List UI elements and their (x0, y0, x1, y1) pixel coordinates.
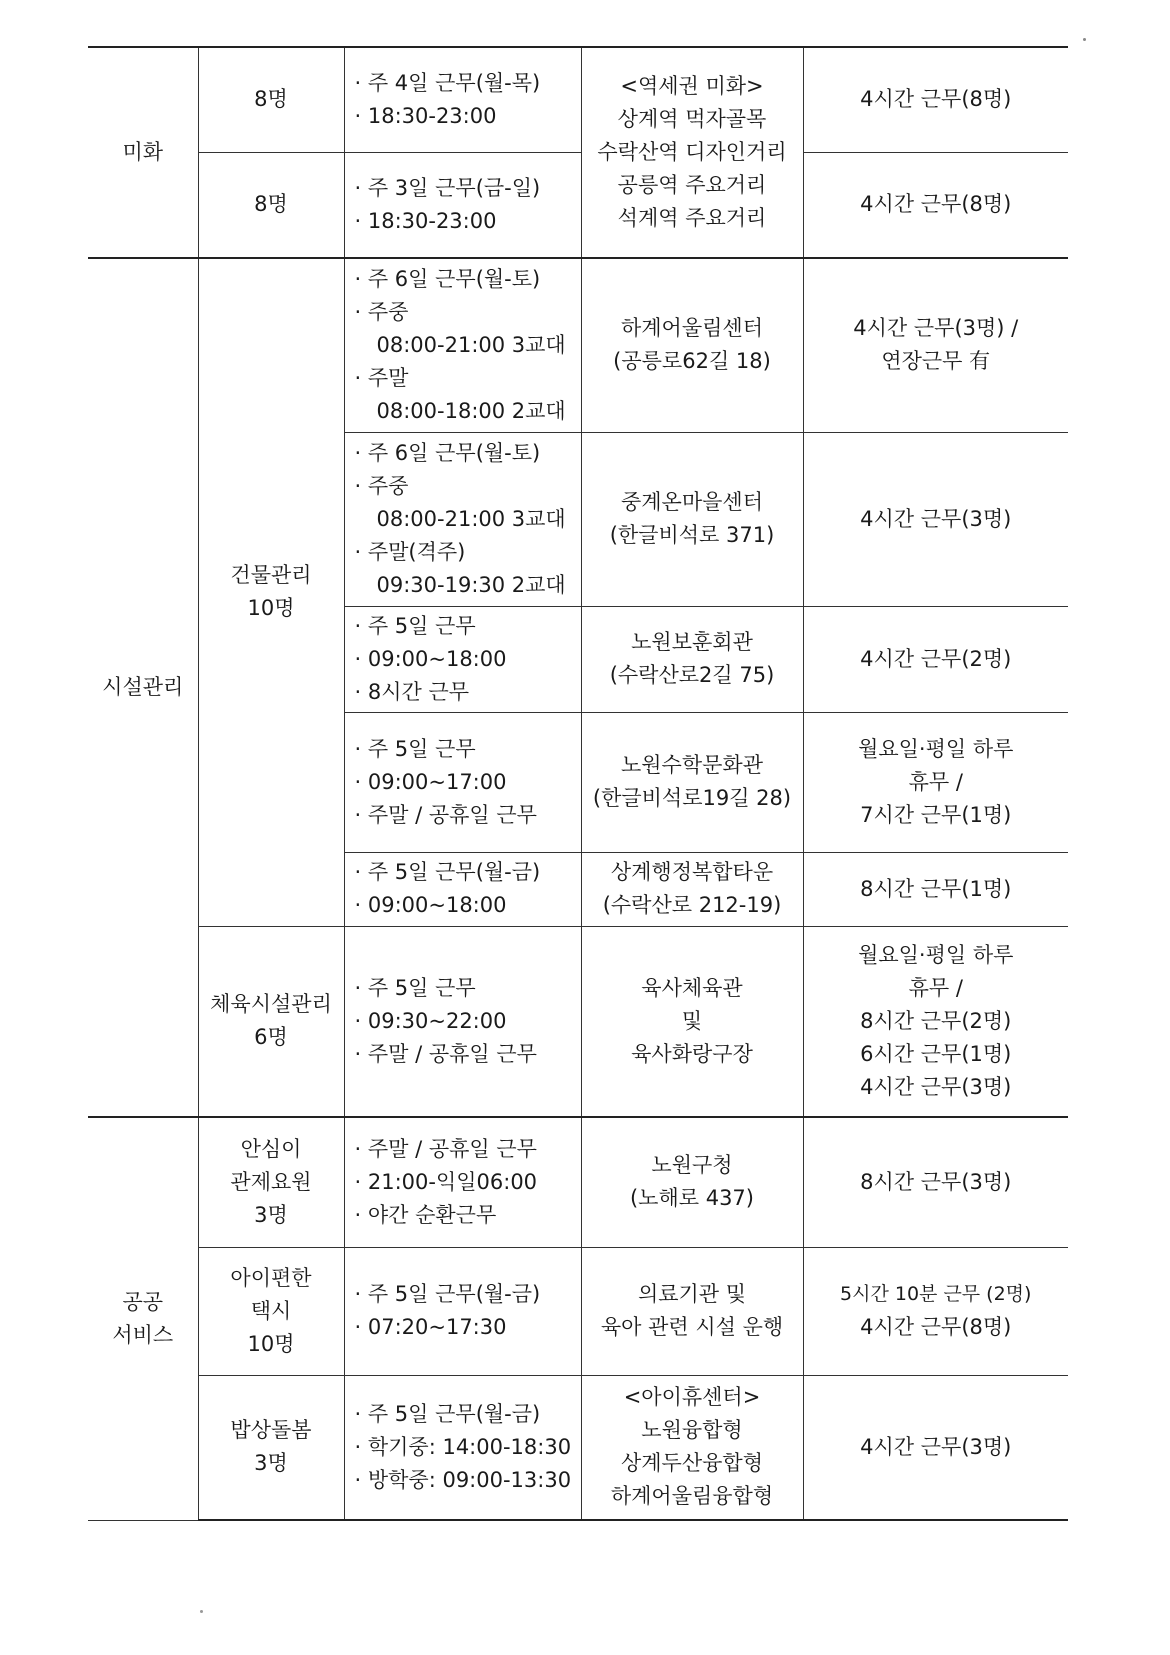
schedule-cell: · 주 5일 근무 · 09:00~18:00 · 8시간 근무 (344, 606, 581, 712)
location-cell: 중계온마을센터 (한글비석로 371) (581, 432, 803, 606)
table-row (88, 1117, 1068, 1247)
location-cell: 노원구청 (노해로 437) (581, 1117, 803, 1247)
table-row (88, 258, 1068, 432)
schedule-cell: · 주 5일 근무(월-금) · 학기중: 14:00-18:30 · 방학중: 09:00-13:30 (344, 1375, 581, 1520)
hours-cell: 8시간 근무(3명) (803, 1117, 1068, 1247)
table-row (88, 926, 1068, 1117)
hours-cell: 4시간 근무(2명) (803, 606, 1068, 712)
hours-cell: 5시간 10분 근무 (2명) 4시간 근무(8명) (803, 1247, 1068, 1375)
schedule-cell: · 주 4일 근무(월-목) · 18:30-23:00 (344, 47, 581, 152)
hours-cell: 4시간 근무(8명) (803, 47, 1068, 152)
scan-speck (1083, 38, 1086, 41)
category-cell-facility: 시설관리 (88, 258, 198, 1117)
hours-cell: 4시간 근무(3명) / 연장근무 有 (803, 258, 1068, 432)
location-cell: 노원수학문화관 (한글비석로19길 28) (581, 712, 803, 852)
table-row (88, 1375, 1068, 1520)
location-cell: <역세권 미화> 상계역 먹자골목 수락산역 디자인거리 공릉역 주요거리 석계역 주요거리 (581, 47, 803, 258)
hours-cell: 4시간 근무(8명) (803, 152, 1068, 258)
table-row (88, 47, 1068, 152)
category-cell-public-service: 공공 서비스 (88, 1117, 198, 1520)
hours-cell: 월요일·평일 하루 휴무 / 8시간 근무(2명) 6시간 근무(1명) 4시간 근무(3명) (803, 926, 1068, 1117)
category-cell-cleaning: 미화 (88, 47, 198, 258)
location-cell: 육사체육관 및 육사화랑구장 (581, 926, 803, 1117)
work-schedule-table (88, 46, 1068, 1521)
hours-cell: 8시간 근무(1명) (803, 852, 1068, 926)
job-cell: 아이편한 택시 10명 (198, 1247, 344, 1375)
job-cell: 건물관리 10명 (198, 258, 344, 926)
job-cell: 8명 (198, 152, 344, 258)
schedule-cell: · 주 5일 근무(월-금) · 07:20~17:30 (344, 1247, 581, 1375)
schedule-cell: · 주 6일 근무(월-토) · 주중 08:00-21:00 3교대 · 주말 08:00-18:00 2교대 (344, 258, 581, 432)
hours-cell: 월요일·평일 하루 휴무 / 7시간 근무(1명) (803, 712, 1068, 852)
schedule-cell: · 주 5일 근무(월-금) · 09:00~18:00 (344, 852, 581, 926)
job-cell: 8명 (198, 47, 344, 152)
location-cell: <아이휴센터> 노원융합형 상계두산융합형 하계어울림융합형 (581, 1375, 803, 1520)
table-row (88, 1247, 1068, 1375)
schedule-cell: · 주 5일 근무 · 09:30~22:00 · 주말 / 공휴일 근무 (344, 926, 581, 1117)
location-cell: 하계어울림센터 (공릉로62길 18) (581, 258, 803, 432)
table-row (88, 152, 1068, 258)
job-cell: 체육시설관리 6명 (198, 926, 344, 1117)
schedule-cell: · 주 3일 근무(금-일) · 18:30-23:00 (344, 152, 581, 258)
scan-speck (200, 1610, 203, 1613)
location-cell: 상계행정복합타운 (수락산로 212-19) (581, 852, 803, 926)
schedule-cell: · 주말 / 공휴일 근무 · 21:00-익일06:00 · 야간 순환근무 (344, 1117, 581, 1247)
location-cell: 의료기관 및 육아 관련 시설 운행 (581, 1247, 803, 1375)
job-cell: 밥상돌봄 3명 (198, 1375, 344, 1520)
job-cell: 안심이 관제요원 3명 (198, 1117, 344, 1247)
schedule-cell: · 주 5일 근무 · 09:00~17:00 · 주말 / 공휴일 근무 (344, 712, 581, 852)
schedule-cell: · 주 6일 근무(월-토) · 주중 08:00-21:00 3교대 · 주말(격주) 09:30-19:30 2교대 (344, 432, 581, 606)
hours-cell: 4시간 근무(3명) (803, 432, 1068, 606)
hours-cell: 4시간 근무(3명) (803, 1375, 1068, 1520)
location-cell: 노원보훈회관 (수락산로2길 75) (581, 606, 803, 712)
